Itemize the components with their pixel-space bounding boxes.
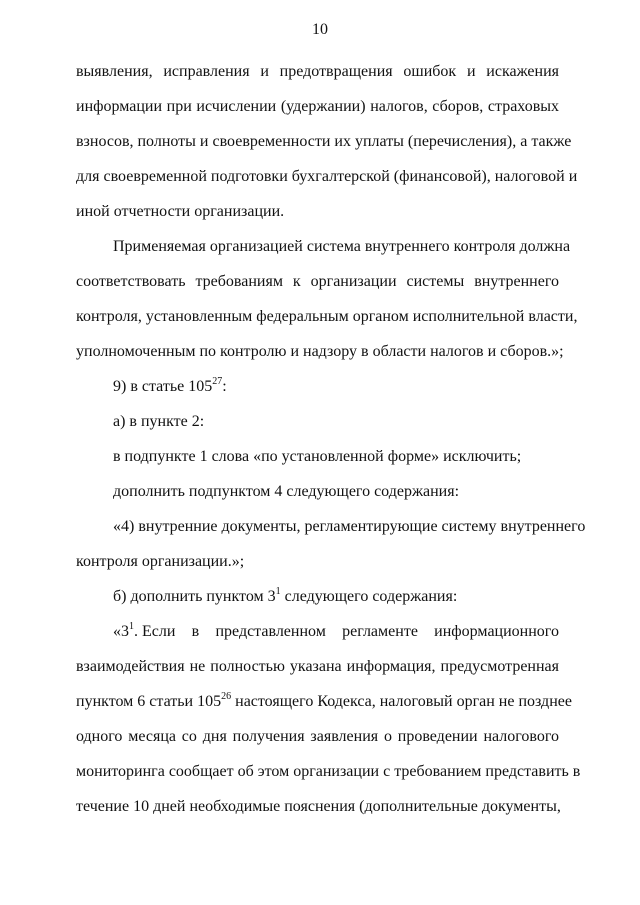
text-fragment <box>76 692 231 712</box>
text-fragment: пунктом 6 статьи 105 <box>76 693 222 710</box>
text-line: соответствовать требованиям к организации системы внутреннего <box>76 273 559 290</box>
amendment-item-a: а) в пункте 2: <box>113 413 205 430</box>
text-line <box>113 622 559 642</box>
text-line: мониторинга сообщает об этом организации с требованием представить в <box>76 763 581 780</box>
text-line <box>76 691 572 712</box>
item-b-tail: следующего содержания: <box>280 588 458 605</box>
text-fragment: . Если <box>134 623 176 640</box>
text-fragment: в <box>191 623 200 640</box>
amendment-item-b <box>113 587 559 607</box>
text-line: для своевременной подготовки бухгалтерской (финансовой), налоговой и <box>76 168 578 185</box>
text-line: взаимодействия не полностью указана информация, предусмотренная <box>76 658 559 675</box>
text-line: в подпункте 1 слова «по установленной форме» исключить; <box>113 448 522 465</box>
text-line: выявления, исправления и предотвращения ошибок и искажения <box>76 63 559 80</box>
text-line: информации при исчислении (удержании) налогов, сборов, страховых <box>76 98 559 115</box>
text-line: «4) внутренние документы, регламентирующие систему внутреннего <box>113 518 586 535</box>
superscript: 1 <box>129 621 134 632</box>
text-line: Применяемая организацией система внутреннего контроля должна <box>113 238 571 255</box>
text-line: иной отчетности организации. <box>76 203 285 220</box>
text-fragment: регламенте <box>342 623 418 640</box>
text-line: контроля организации.»; <box>76 553 245 570</box>
text-line: контроля, установленным федеральным органом исполнительной власти, <box>76 308 578 325</box>
text-fragment: представленном <box>215 623 326 640</box>
text-fragment <box>113 622 175 642</box>
item-b-text: б) дополнить пунктом 3 <box>113 588 276 605</box>
text-fragment: информационного <box>434 623 559 640</box>
amendment-item-9 <box>113 377 559 397</box>
text-line: уполномоченным по контролю и надзору в области налогов и сборов.»; <box>76 343 564 360</box>
page-number: 10 <box>312 21 328 38</box>
superscript: 26 <box>221 691 232 702</box>
text-line: дополнить подпунктом 4 следующего содержания: <box>113 483 460 500</box>
text-fragment: настоящего Кодекса, налоговый орган не позднее <box>231 693 572 710</box>
item-9-sup: 27 <box>212 376 223 387</box>
text-fragment: «3 <box>113 623 129 640</box>
item-9-tail: : <box>222 378 227 395</box>
text-line: одного месяца со дня получения заявления о проведении налогового <box>76 728 559 745</box>
text-line: течение 10 дней необходимые пояснения (дополнительные документы, <box>76 798 561 815</box>
item-9-text: 9) в статье 105 <box>113 378 213 395</box>
text-line: взносов, полноты и своевременности их уплаты (перечисления), а также <box>76 133 572 150</box>
item-b-sup: 1 <box>275 586 281 597</box>
